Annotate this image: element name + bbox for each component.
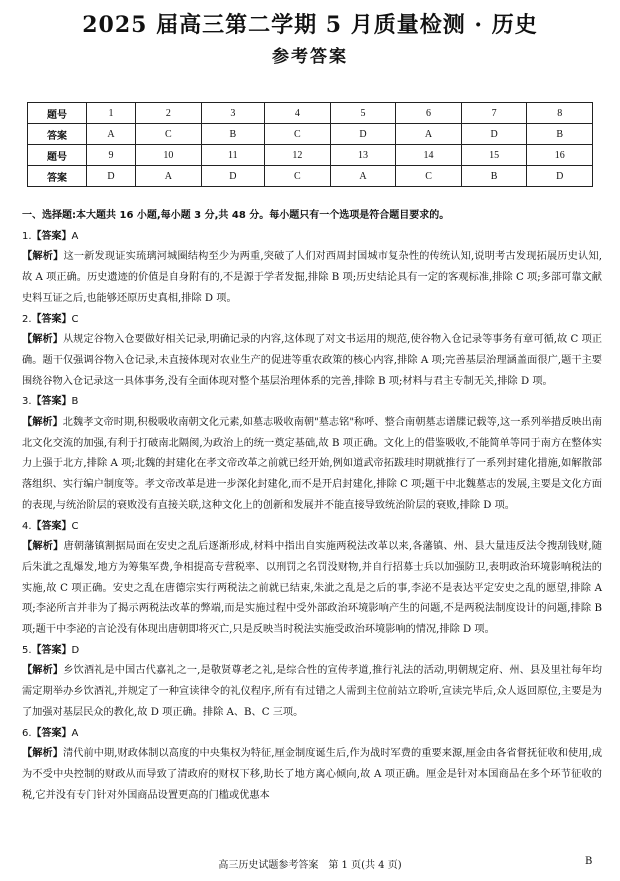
answer-table <box>27 102 593 187</box>
page-footer: 高三历史试题参考答案 第 1 页(共 4 页) <box>218 860 402 871</box>
table-cell: 1 <box>87 103 136 124</box>
table-cell: D <box>201 166 264 187</box>
row-label-answer: 答案 <box>28 124 87 145</box>
answer-tag: 【答案】 <box>31 396 72 408</box>
analysis-tag: 【解析】 <box>22 251 64 263</box>
answer-value: A <box>71 230 79 242</box>
table-cell: A <box>396 124 462 145</box>
table-cell: D <box>461 124 527 145</box>
table-row <box>28 103 593 124</box>
page-title: 2025 届高三第二学期 5 月质量检测 · 历史 <box>82 12 538 38</box>
page-subtitle: 参考答案 <box>272 47 348 67</box>
table-cell: A <box>330 166 396 187</box>
row-label-number: 题号 <box>28 145 87 166</box>
table-cell: 8 <box>527 103 593 124</box>
analysis-paragraph <box>22 330 602 392</box>
table-row <box>28 145 593 166</box>
table-cell: C <box>136 124 202 145</box>
table-cell: B <box>201 124 264 145</box>
analysis-text: 乡饮酒礼是中国古代嘉礼之一,是敬贤尊老之礼,是综合性的宣传孝道,推行礼法的活动,明朝规定府、州、县及里社每年均需定期举办乡饮酒礼,并规定了一种宣读律令的礼仪程序,所有有过错之人需到主位前站立聆听,宣读完毕后,众人返回原位,主要是为了加强对基层民众的教化,故 D 项正确。排除 A、B、C 三项。 <box>22 665 602 718</box>
analysis-tag: 【解析】 <box>22 417 63 429</box>
question-number: 6. <box>22 727 32 739</box>
analysis-text: 从规定谷物入仓要做好相关记录,明确记录的内容,这体现了对文书运用的规范,使谷物入仓记录等事务有章可循,故 C 项正确。题干仅强调谷物入仓记录,未直接体现对农业生产的促进等重农政策的核心内容,排除 A 项;完善基层治理涵盖面很广,题干主要围绕谷物入仓记录这一具体事务,没有全面体现对整个基层治理体系的完善,排除 B 项;材料与君主专制无关,排除 D 项。 <box>22 334 602 387</box>
question-answer-line <box>22 517 602 538</box>
answer-value: D <box>71 644 80 656</box>
table-cell: C <box>396 166 462 187</box>
table-cell: 13 <box>330 145 396 166</box>
answer-tag: 【答案】 <box>31 644 72 656</box>
table-cell: A <box>87 124 136 145</box>
table-cell: 7 <box>461 103 527 124</box>
question-answer-line <box>22 641 602 662</box>
table-cell: 12 <box>265 145 331 166</box>
question-number: 5. <box>22 644 32 656</box>
table-cell: C <box>265 166 331 187</box>
analysis-paragraph <box>22 537 602 641</box>
paper-version: B <box>585 856 593 867</box>
answer-tag: 【答案】 <box>31 727 72 739</box>
question-number: 4. <box>22 520 32 532</box>
answer-tag: 【答案】 <box>31 520 72 532</box>
analysis-tag: 【解析】 <box>22 665 64 677</box>
answer-tag: 【答案】 <box>31 230 72 242</box>
table-cell: 9 <box>87 145 136 166</box>
table-cell: D <box>330 124 396 145</box>
table-cell: 15 <box>461 145 527 166</box>
answer-value: C <box>71 520 79 532</box>
question-number: 3. <box>22 396 32 408</box>
row-label-number: 题号 <box>28 103 87 124</box>
table-cell: B <box>461 166 527 187</box>
section-heading: 一、选择题:本大题共 16 小题,每小题 3 分,共 48 分。每小题只有一个选项是符合题目要求的。 <box>22 210 450 221</box>
table-cell: B <box>527 124 593 145</box>
analysis-text: 这一新发现证实琉璃河城圈结构至少为两重,突破了人们对西周封国城市复杂性的传统认知,说明考古发现拓展历史认知,故 A 项正确。历史遗迹的价值是自身附有的,不是源于学者发掘,排除 B 项;历史结论具有一定的客观标准,排除 C 项;多部可靠文献史料互证之后,也能够还原历史真相,排除 D 项。 <box>22 251 602 304</box>
analysis-text: 唐朝藩镇割据局面在安史之乱后逐渐形成,材料中指出自实施两税法改革以来,各藩镇、州、县大量违反法令搜刮钱财,随后朱泚之乱爆发,地方为筹集军费,争相提高专营税率、以刑罚之名罚没财物,并自行招募士兵以加强防卫,表明政治环境影响税法的实施,故 C 项正确。安史之乱在唐德宗实行两税法之前就已结束,朱泚之乱是之后的事,李泌不是表达平定安史之乱的愿望,排除 A 项;李泌所言并非为了揭示两税法改革的弊端,而是实施过程中受外部政治环境影响产生的问题,不是两税法制度设计的问题,排除 B 项;题干中李泌的言论没有体现出唐朝即将灭亡,只是反映当时税法实施受政治环境影响的情况,排除 D 项。 <box>22 541 602 636</box>
table-row <box>28 166 593 187</box>
analysis-paragraph <box>22 247 602 309</box>
table-cell: 3 <box>201 103 264 124</box>
question-answer-line <box>22 392 602 413</box>
analysis-paragraph <box>22 413 602 517</box>
analysis-paragraph <box>22 661 602 723</box>
analysis-tag: 【解析】 <box>22 541 64 553</box>
question-number: 1. <box>22 230 32 242</box>
analysis-text: 北魏孝文帝时期,积极吸收南朝文化元素,如墓志吸收南朝"墓志铭"称呼、整合南朝墓志谱牒记载等,这一系列举措反映出南北文化交流的加强,有利于打破南北隔阂,为政治上的统一奠定基础,故 B 项正确。文化上的借鉴吸收,不能简单等同于南方在整体实力上强于北方,排除 A 项;北魏的封建化在孝文帝改革之前就已经开始,例如道武帝拓跋珪时期就推行了一系列封建化措施,如解散部落组织、实行编户制度等。孝文帝改革是进一步深化封建化,而不是开启封建化,排除 C 项;题干中北魏墓志的发展,主要是文化方面的表现,与统治阶层的衰败没有直接关联,这种文化上的创新和发展并不能直接导致统治阶层的衰败,排除 D 项。 <box>22 417 602 511</box>
answer-tag: 【答案】 <box>31 313 72 325</box>
table-cell: 10 <box>136 145 202 166</box>
table-cell: A <box>136 166 202 187</box>
table-cell: 14 <box>396 145 462 166</box>
table-cell: D <box>87 166 136 187</box>
table-cell: D <box>527 166 593 187</box>
analysis-tag: 【解析】 <box>22 334 63 346</box>
table-cell: 11 <box>201 145 264 166</box>
analysis-tag: 【解析】 <box>22 748 63 760</box>
answer-content <box>22 206 602 806</box>
answer-value: B <box>71 396 79 408</box>
analysis-paragraph <box>22 744 602 806</box>
table-cell: C <box>265 124 331 145</box>
answer-value: C <box>71 313 79 325</box>
row-label-answer: 答案 <box>28 166 87 187</box>
analysis-text: 清代前中期,财政体制以高度的中央集权为特征,厘金制度诞生后,作为战时军费的重要来源,厘金由各省督抚征收和使用,成为不受中央控制的财政从而导致了清政府的财权下移,助长了地方离心倾向,故 A 项正确。厘金是针对本国商品在多个环节征收的税,它并没有专门针对外国商品设置更高的门槛或优惠本 <box>22 748 603 801</box>
answer-value: A <box>71 727 79 739</box>
table-cell: 6 <box>396 103 462 124</box>
table-cell: 2 <box>136 103 202 124</box>
question-answer-line <box>22 310 602 331</box>
question-answer-line <box>22 724 602 745</box>
question-answer-line <box>22 227 602 248</box>
table-cell: 16 <box>527 145 593 166</box>
table-cell: 4 <box>265 103 331 124</box>
table-row <box>28 124 593 145</box>
table-cell: 5 <box>330 103 396 124</box>
question-number: 2. <box>22 313 32 325</box>
